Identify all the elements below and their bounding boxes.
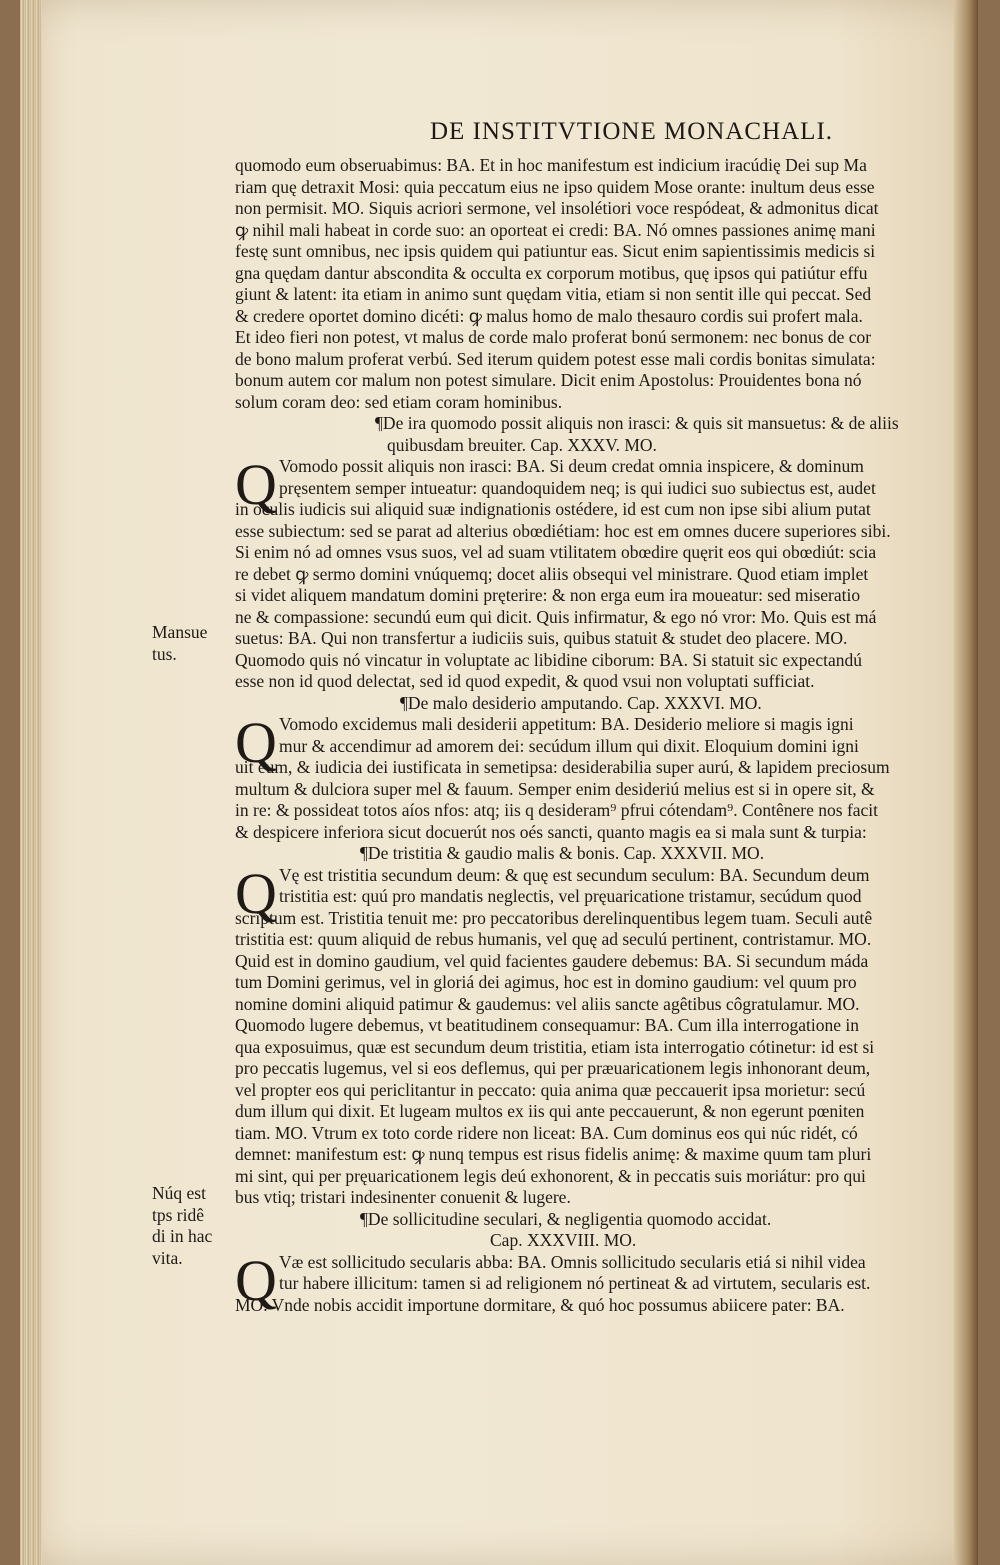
text-line: bonum autem cor malum non potest simulare. Dicit enim Apostolus: Prouidentes bona nó [235, 370, 862, 390]
text-line: uit eum, & iudicia dei iustificata in semetipsa: desiderabilia super aurú, & lapidem preciosum [235, 757, 890, 777]
text-line: demnet: manifestum est: ꝙ nunq tempus est risus fidelis animę: & maxime quum tam pluri [235, 1144, 872, 1164]
text-line: ne & compassione: secundú eum qui dicit. Quis infirmatur, & ego nó vror: Mo. Quis est má [235, 606, 877, 627]
text-line: Vomodo possit aliquis non irasci: BA. Si deum credat omnia inspicere, & dominum [279, 456, 864, 476]
margin-note-risus: Núq est tps ridê di in hac vita. [152, 1183, 213, 1268]
text-line: ꝙ nihil mali habeat in corde suo: an oporteat ei credi: BA. Nó omnes passiones animę mani [235, 219, 876, 240]
text-line: pro peccatis lugemus, vel si eos deflemus, qui per præuaricationem legis inhonorant deum, [235, 1058, 871, 1078]
text-line: si videt aliquem mandatum domini pręterire: & non erga eum ira moueatur: sed miseratio [235, 585, 861, 605]
text-line: tristitia est: quú pro mandatis neglectis, vel pręuaricatione tristamur, secúdum quod [279, 886, 862, 906]
text-line: non permisit. MO. Siquis acriori sermone, vel insolétiori voce respódeat, & admonitus dicat [235, 198, 879, 218]
chapter-heading-38-cont: Cap. XXXVIII. MO. [490, 1230, 637, 1250]
text-line: mur & accendimur ad amorem dei: secúdum illum qui dixit. Eloquium domini igni [279, 735, 859, 756]
text-line: & credere oportet domino dicéti: ꝙ malus homo de malo thesauro cordis sui profert mala. [235, 305, 863, 326]
text-line: vel propter eos qui periclitantur in peccato: quia anima quæ peccauerit ipsa morietur: secú [235, 1079, 866, 1100]
chapter-heading-36: ¶De malo desiderio amputando. Cap. XXXVI. MO. [400, 692, 762, 713]
text-line: de bono malum proferat verbú. Sed iterum quidem potest esse mali cordis bonitas simulata: [235, 348, 876, 369]
text-line: re debet ꝙ sermo domini vnúquemq; docet aliis obsequi vel ministrare. Quod etiam implet [235, 563, 869, 584]
text-line: giunt & latent: ita etiam in animo sunt quędam vitia, etiam si non sentit ille qui peccat. Sed [235, 284, 872, 304]
book-page [20, 0, 978, 1565]
text-line: MO. Vnde nobis accidit importune dormitare, & quó hoc possumus abiicere pater: BA. [235, 1294, 845, 1315]
margin-note-mansuetus: Mansue tus. [152, 622, 208, 664]
text-line: quomodo eum obseruabimus: BA. Et in hoc manifestum est indicium iracúdię Dei sup Ma [235, 155, 867, 175]
chapter-heading-35-cont: quibusdam breuiter. Cap. XXXV. MO. [387, 434, 657, 455]
text-line: tum Domini gerimus, vel in gloriá dei agimus, hoc est in domino gaudium: vel quum pro [235, 972, 857, 992]
running-head: DE INSTITVTIONE MONACHALI. [430, 118, 834, 145]
text-line: esse non id quod delectat, sed id quod expedit, & quod vsui non voluptati sufficiat. [235, 671, 815, 691]
text-line: Quomodo quis nó vincatur in voluptate ac libidine ciborum: BA. Si statuit sic expectandú [235, 649, 862, 670]
text-line: scriptum est. Tristitia tenuit me: pro peccatoribus derelinquentibus legem tuam. Seculi autê [235, 907, 873, 928]
chapter-heading-35: ¶De ira quomodo possit aliquis non irasci: & quis sit mansuetus: & de aliis [375, 413, 899, 433]
drop-cap: Q [235, 452, 277, 517]
text-line: Et ideo fieri non potest, vt malus de corde malo proferat bonú sermonem: nec bonus de cor [235, 327, 872, 347]
text-line: Quomodo lugere debemus, vt beatitudinem consequamur: BA. Cum illa interrogatione in [235, 1015, 860, 1035]
text-line: qua exposuimus, quæ est secundum deum tristitia, etiam ista interrogatio cótinetur: id est si [235, 1036, 875, 1057]
text-line: esse subiectum: sed se parat ad alterius obœdiétiam: hoc est em omnes ducere superiores sibi. [235, 520, 891, 541]
text-line: dum illum qui dixit. Et lugeam multos ex iis qui ante peccauerunt, & non egerunt pœniten [235, 1101, 865, 1121]
text-block-4 [235, 860, 980, 1209]
text-line: Væ est sollicitudo secularis abba: BA. Omnis sollicitudo secularis etiá si nihil videa [279, 1251, 866, 1272]
page-stack-edge [20, 0, 42, 1565]
text-line: nomine domini aliquid patimur & gaudemus: vel aliis sancte agêtibus côgratulamur. MO. [235, 993, 860, 1014]
drop-cap: Q [235, 1247, 277, 1313]
text-line: Vę est tristitia secundum deum: & quę est secundum seculum: BA. Secundum deum [279, 864, 870, 885]
text-block-2 [235, 452, 980, 693]
text-line: mi sint, qui per pręuaricationem legis deú exhonorent, & in peccatis suis moriátur: pro qui [235, 1165, 866, 1186]
main-text-column [235, 155, 980, 1316]
text-line: tristitia est: quum aliquid de rebus humanis, vel quę ad seculú pertinent, contristamur. MO. [235, 929, 872, 949]
text-line: festę sunt omnibus, nec ipsis quidem qui patiuntur eas. Sicut enim sapientissimis medicis si [235, 241, 876, 261]
text-line: tur habere illicitum: tamen si ad religionem nó pertineat & ad virtutem, secularis est. [279, 1273, 871, 1293]
text-line: suetus: BA. Qui non transfertur a iudiciis suis, quibus statuit & studet deo placere. MO. [235, 628, 848, 648]
text-line: in oculis iudicis sui aliquid suæ indignationis ostédere, id est cum non ipse sibi alium putat [235, 499, 871, 519]
text-line: tiam. MO. Vtrum ex toto corde ridere non liceat: BA. Cum dominus eos qui núc ridét, có [235, 1122, 858, 1143]
drop-cap: Q [235, 860, 277, 926]
text-line: solum coram deo: sed etiam coram hominibus. [235, 391, 563, 412]
chapter-heading-37: ¶De tristitia & gaudio malis & bonis. Cap. XXXVII. MO. [360, 843, 765, 863]
text-line: Si enim nó ad omnes vsus suos, vel ad suam vtilitatem obœdire quęrit eos qui obœdiút: scia [235, 542, 877, 562]
text-line: bus vtiq; tristari indesinenter conuenit & lugere. [235, 1187, 571, 1207]
text-line: riam quę detraxit Mosi: quia peccatum eius ne ipso quidem Mose orante: inultum deus esse [235, 176, 875, 197]
text-block-1 [235, 155, 980, 413]
text-block-3 [235, 710, 980, 843]
drop-cap: Q [235, 710, 277, 775]
text-line: & despicere inferiora sicut docuerút nos oés sancti, quanto magis ea si mala sunt & turpia: [235, 821, 867, 842]
text-line: pręsentem semper intueatur: quandoquidem neq; is qui iudici suo subiectus est, audet [279, 477, 876, 498]
text-line: multum & dulciora super mel & fauum. Semper enim desideriú melius est si in opere sit, & [235, 778, 875, 799]
text-line: in re: & possideat totos aíos nfos: atq; iis q desideram⁹ pfrui cótendam⁹. Contênere nos facit [235, 800, 879, 820]
text-line: Quid est in domino gaudium, vel quid facientes gaudere debemus: BA. Si secundum máda [235, 950, 869, 971]
text-block-5 [235, 1247, 980, 1317]
text-line: Vomodo excidemus mali desiderii appetitum: BA. Desiderio meliore si magis igni [279, 714, 854, 734]
text-line: gna quędam dantur abscondita & occulta ex corporum motibus, quę ipsos qui patiútur effu [235, 262, 868, 283]
chapter-heading-38: ¶De sollicitudine seculari, & negligentia quomodo accidat. [360, 1208, 772, 1229]
